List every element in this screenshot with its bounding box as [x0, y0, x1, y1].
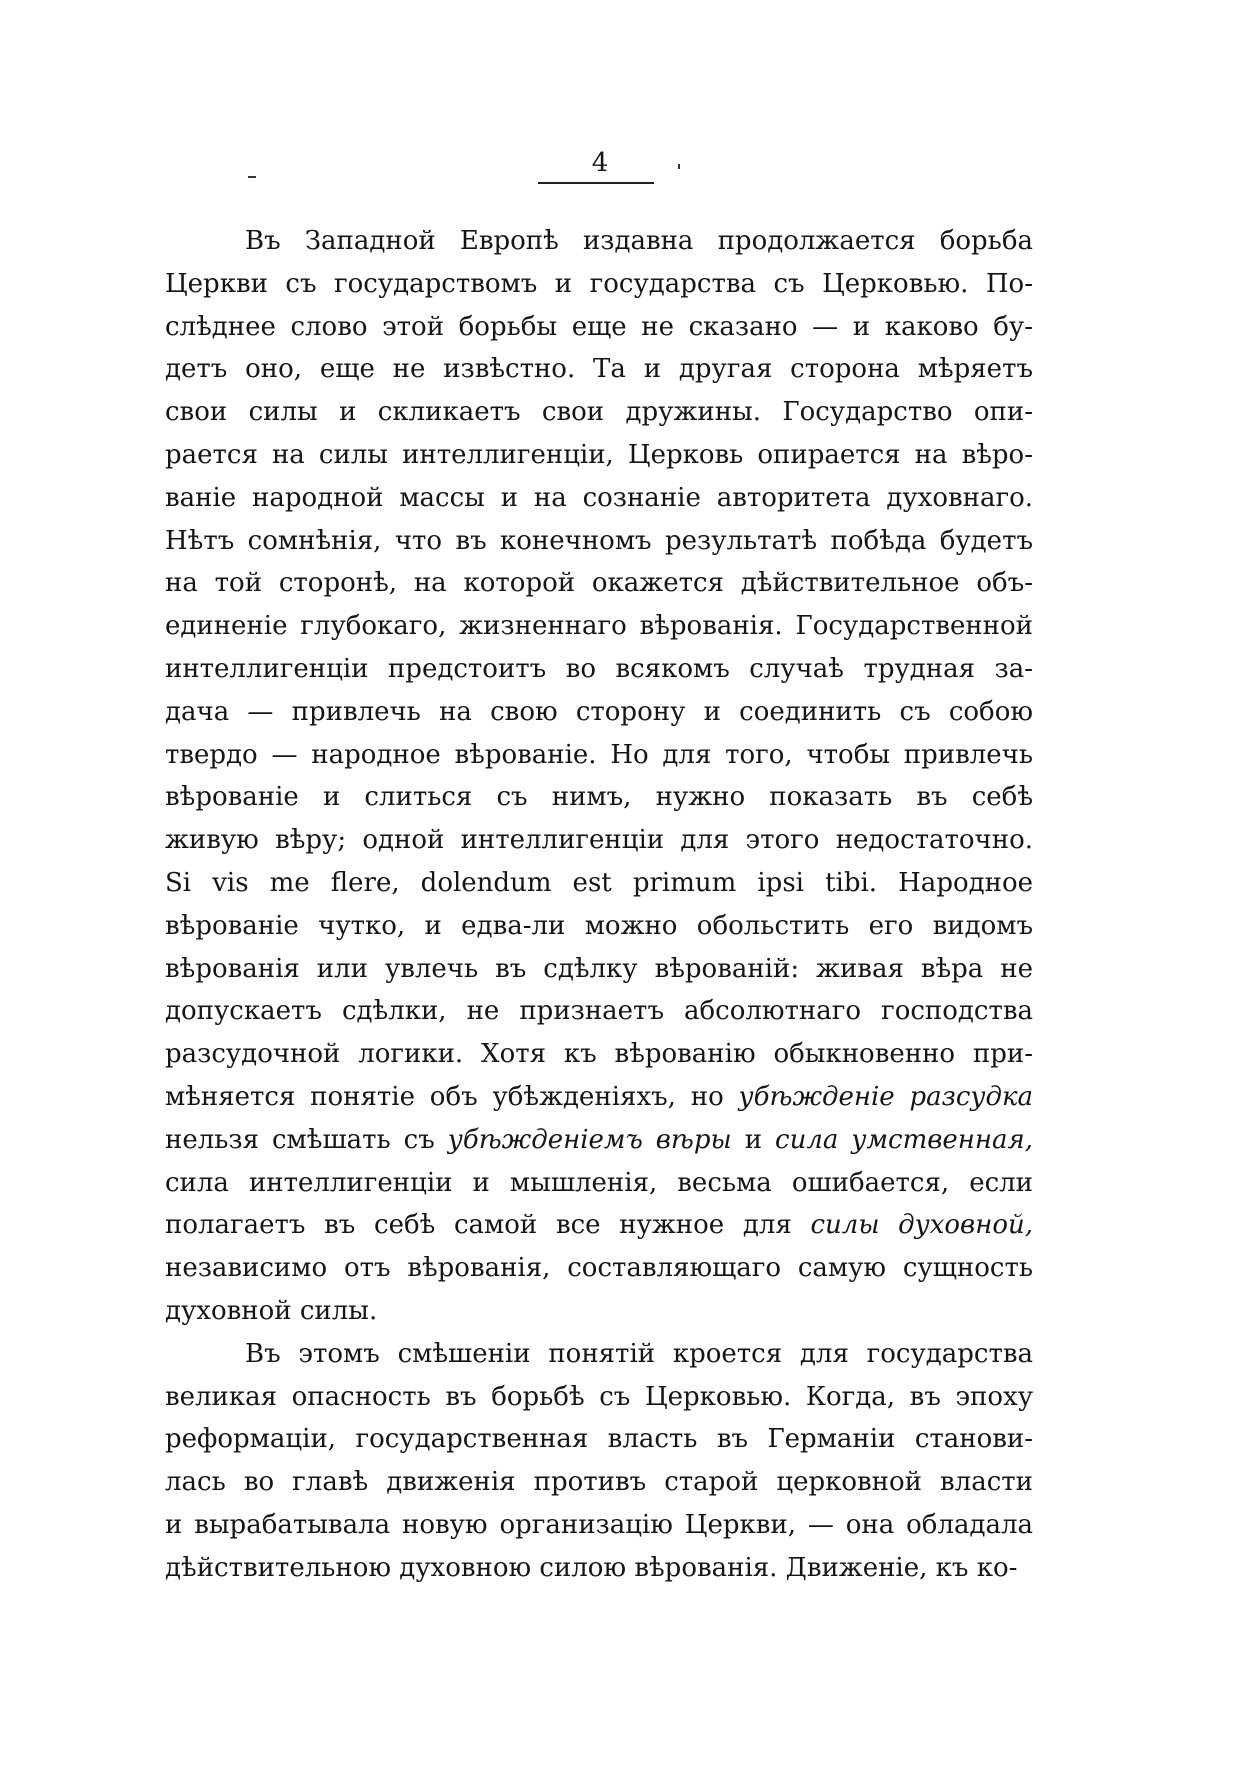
- text-line: [165, 1247, 1033, 1290]
- text-run: детъ оно, еще не извѣстно. Та и другая сторона мѣряетъ: [165, 354, 1033, 385]
- text-run: Церкви съ государствомъ и государства съ Церковью. По-: [165, 268, 1033, 299]
- text-line: [165, 776, 1033, 819]
- text-run: нельзя смѣшать съ: [165, 1124, 448, 1155]
- text-run: дѣйствительною духовною силою вѣрованія. Движеніе, къ ко-: [165, 1552, 1018, 1583]
- page-number: 4: [591, 148, 609, 178]
- text-line: [165, 348, 1033, 391]
- text-line: [165, 734, 1033, 777]
- italic-text-run: силы духовной,: [810, 1210, 1033, 1241]
- text-line: [165, 1119, 1033, 1162]
- text-run: дача — привлечь на свою сторону и соединить съ собою: [165, 696, 1033, 727]
- text-run: интеллигенціи предстоитъ во всякомъ случаѣ трудная за-: [165, 653, 1033, 684]
- text-line: [165, 263, 1033, 306]
- text-line: [165, 691, 1033, 734]
- text-run: разсудочной логики. Хотя къ вѣрованію обыкновенно при-: [165, 1039, 1033, 1070]
- text-line: [165, 220, 1033, 263]
- text-line: [165, 1461, 1033, 1504]
- text-run: вѣрованіе и слиться съ нимъ, нужно показать въ себѣ: [165, 782, 1033, 813]
- text-run: мѣняется понятіе объ убѣжденіяхъ, но: [165, 1081, 739, 1112]
- text-run: сила интеллигенціи и мышленія, весьма ошибается, если: [165, 1167, 1033, 1198]
- text-line: [165, 434, 1033, 477]
- text-line: [165, 1504, 1033, 1547]
- body-text: [165, 220, 1033, 1590]
- text-run: лась во главѣ движенія противъ старой церковной власти: [165, 1467, 1033, 1498]
- text-line: [165, 1547, 1033, 1590]
- text-line: [165, 948, 1033, 991]
- paragraph: [165, 220, 1033, 1333]
- italic-text-run: убѣжденіемъ вѣры: [447, 1124, 732, 1155]
- text-run: духовной силы.: [165, 1295, 378, 1326]
- text-run: слѣднее слово этой борьбы еще не сказано — и каково бу-: [165, 311, 1033, 342]
- italic-text-run: убѣжденіе разсудка: [738, 1081, 1033, 1112]
- text-run: Нѣтъ сомнѣнія, что въ конечномъ результатѣ побѣда будетъ: [165, 525, 1033, 556]
- print-speck: [248, 176, 256, 178]
- text-line: [165, 819, 1033, 862]
- text-line: [165, 905, 1033, 948]
- text-run: вѣрованія или увлечь въ сдѣлку вѣрованій: живая вѣра не: [165, 953, 1033, 984]
- italic-text-run: сила умственная,: [775, 1124, 1033, 1155]
- text-line: [165, 477, 1033, 520]
- text-run: вѣрованіе чутко, и едва-ли можно обольстить его видомъ: [165, 910, 1033, 941]
- text-line: [165, 520, 1033, 563]
- text-line: [165, 605, 1033, 648]
- text-run: единеніе глубокаго, жизненнаго вѣрованія. Государственной: [165, 611, 1033, 642]
- text-line: [165, 990, 1033, 1033]
- text-run: и: [731, 1124, 776, 1155]
- text-run: допускаетъ сдѣлки, не признаетъ абсолютнаго господства: [165, 996, 1033, 1027]
- text-line: [165, 1076, 1033, 1119]
- text-run: живую вѣру; одной интеллигенціи для этого недостаточно.: [165, 825, 1033, 856]
- text-line: [165, 1290, 1033, 1333]
- text-line: [165, 562, 1033, 605]
- text-run: великая опасность въ борьбѣ съ Церковью. Когда, въ эпоху: [165, 1381, 1033, 1412]
- text-run: твердо — народное вѣрованіе. Но для того, чтобы привлечь: [165, 739, 1033, 770]
- text-line: [165, 1162, 1033, 1205]
- text-run: реформаціи, государственная власть въ Германіи станови-: [165, 1424, 1033, 1455]
- paragraph: [165, 1333, 1033, 1590]
- page-number-rule: [538, 182, 654, 184]
- text-run: ваніе народной массы и на сознаніе авторитета духовнаго.: [165, 482, 1033, 513]
- text-run: свои силы и скликаетъ свои дружины. Государство опи-: [165, 397, 1033, 428]
- text-run: независимо отъ вѣрованія, составляющаго самую сущность: [165, 1253, 1033, 1284]
- text-line: [165, 862, 1033, 905]
- text-line: [165, 1033, 1033, 1076]
- text-line: [165, 1333, 1033, 1376]
- text-run: и вырабатывала новую организацію Церкви, — она обладала: [165, 1509, 1033, 1540]
- print-speck: [678, 164, 680, 169]
- text-line: [165, 391, 1033, 434]
- text-run: Въ этомъ смѣшеніи понятій кроется для государства: [245, 1338, 1033, 1369]
- text-run: Si vis me flere, dolendum est primum ipsi tibi. Народное: [165, 867, 1033, 898]
- text-line: [165, 1418, 1033, 1461]
- text-line: [165, 1204, 1033, 1247]
- text-run: полагаетъ въ себѣ самой все нужное для: [165, 1210, 811, 1241]
- text-line: [165, 648, 1033, 691]
- text-line: [165, 1376, 1033, 1419]
- text-line: [165, 306, 1033, 349]
- text-run: на той сторонѣ, на которой окажется дѣйствительное объ-: [165, 568, 1033, 599]
- text-run: рается на силы интеллигенціи, Церковь опирается на вѣро-: [165, 439, 1033, 470]
- text-run: Въ Западной Европѣ издавна продолжается борьба: [245, 226, 1033, 256]
